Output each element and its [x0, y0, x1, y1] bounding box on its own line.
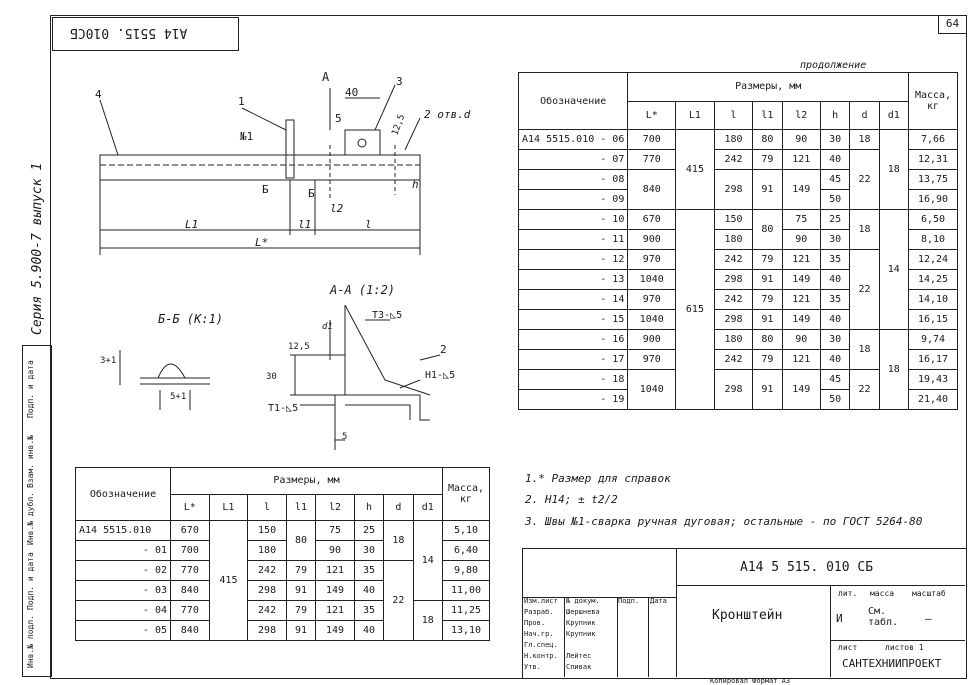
series-text: Серия 5.900-7 выпуск 1	[30, 162, 45, 335]
role-4: Гл.спец.	[524, 641, 558, 649]
table-row: - 12 970 242 79 121 35 22 12,24	[519, 250, 958, 270]
side-stamp-4: Подп. и дата	[26, 552, 35, 610]
table-row: - 07 770 242 79 121 40 22 12,31	[519, 150, 958, 170]
col-date: Дата	[650, 597, 667, 605]
scale-value: —	[925, 612, 932, 625]
leader-label-1: 1	[238, 95, 245, 108]
role-6: Утв.	[524, 663, 541, 671]
title-block-divider-v	[676, 548, 677, 677]
section-bb-dim2: 5+1	[170, 392, 187, 402]
weld-t1: Т1-◺5	[268, 403, 299, 414]
name-6: Спивак	[566, 663, 592, 671]
leader-label-3: 3	[396, 75, 403, 88]
col-L: L*	[628, 101, 676, 130]
name-2: Крупник	[566, 619, 596, 627]
col-l2: l2	[782, 101, 821, 130]
section-bb-title: Б-Б (К:1)	[158, 312, 224, 326]
side-stamp-3: Инв.№ дубл.	[26, 492, 35, 545]
code-stamp-text: А14 5515. 010СБ	[70, 25, 188, 40]
table-row: - 01 700 180 90 30 6,40	[76, 541, 490, 561]
sheets-label: листов 1	[885, 643, 924, 652]
dim-h: h	[412, 178, 419, 191]
title-block-divider-h2	[830, 640, 965, 641]
lit-label: лит.	[838, 589, 858, 598]
table-row: - 17 970 242 79 121 40 16,17	[519, 350, 958, 370]
role-0: Изм.лист	[524, 597, 558, 605]
dim-40: 40	[345, 86, 359, 99]
col-d1: d1	[879, 101, 908, 130]
table-row: А14 5515.010 - 06 700 415 180 80 90 30 18 18 7,66	[519, 130, 958, 150]
name-0: № докум.	[566, 597, 600, 605]
weld-h1: Н1-◺5	[425, 370, 456, 381]
note-2: 2. Н14; ± t2/2	[525, 493, 618, 506]
mass-label: масса	[870, 589, 895, 598]
th-designation: Обозначение	[519, 73, 628, 130]
dim-5-aa: 5	[342, 432, 348, 442]
name-1: Шершнева	[566, 608, 600, 616]
section-mark-B-right: Б	[308, 187, 315, 200]
mass-value: См. табл.	[868, 606, 899, 628]
side-stamp-2: Взам. инв.№	[26, 435, 35, 488]
title-block-divider-v2	[830, 585, 831, 677]
label-2: 2	[440, 343, 447, 356]
scale-label: масштаб	[912, 589, 946, 598]
leader-label-4: 4	[95, 88, 102, 101]
org-name: САНТЕХНИИПРОЕКТ	[842, 657, 942, 670]
sig-col-lines	[564, 597, 618, 677]
th-designation-b: Обозначение	[76, 468, 171, 521]
th-sizes: Размеры, мм	[628, 73, 909, 102]
table-row: - 19 50 21,40	[519, 390, 958, 410]
name-5: Лейтес	[566, 652, 592, 660]
col-h: h	[821, 101, 850, 130]
th-mass: Масса, кг	[909, 73, 958, 130]
table-row: - 10 670 615 150 80 75 25 18 14 6,50	[519, 210, 958, 230]
title-block-divider-h1	[676, 585, 965, 586]
side-stamp-5: Инв.№ подл.	[26, 615, 35, 668]
table-row: - 16 900 180 80 90 30 18 18 9,74	[519, 330, 958, 350]
item-name: Кронштейн	[712, 608, 783, 623]
role-5: Н.контр.	[524, 652, 558, 660]
doc-code: А14 5 515. 010 СБ	[740, 560, 874, 575]
col-l1: l1	[753, 101, 782, 130]
leader-label-n1: №1	[240, 130, 254, 143]
dim-l2: l2	[330, 202, 344, 215]
table-row: - 02 770 242 79 121 35 22 9,80	[76, 561, 490, 581]
bottom-strip: Копировал Формат А3	[710, 677, 791, 685]
dim-d1: d1	[322, 322, 333, 332]
th-sizes-b: Размеры, мм	[171, 468, 443, 495]
dim-30: 30	[266, 372, 277, 382]
continuation-label: продолжение	[800, 60, 867, 71]
lit-value: И	[836, 612, 843, 625]
table-row: - 18 1040 298 91 149 45 22 19,43	[519, 370, 958, 390]
dim-l: l	[365, 218, 372, 231]
table-row: - 08 840 298 91 149 45 13,75	[519, 170, 958, 190]
table-row: - 14 970 242 79 121 35 14,10	[519, 290, 958, 310]
spec-table-top	[518, 72, 958, 410]
dim-125-aa: 12,5	[288, 342, 310, 352]
section-aa-title: А-А (1:2)	[330, 283, 396, 297]
th-mass-b: Масса, кг	[443, 468, 490, 521]
section-bb-dim1: 3+1	[100, 356, 117, 366]
dim-125: 12,5	[390, 113, 408, 137]
holes-label: 2 отв.d	[424, 108, 471, 121]
col-L1: L1	[676, 101, 715, 130]
section-mark-B-left: Б	[262, 183, 269, 196]
col-d: d	[850, 101, 879, 130]
note-3: 3. Швы №1-сварка ручная дуговая; остальные - по ГОСТ 5264-80	[525, 515, 923, 528]
table-row: - 04 770 242 79 121 35 18 11,25	[76, 601, 490, 621]
table-row: - 13 1040 298 91 149 40 14,25	[519, 270, 958, 290]
dim-l1: l1	[298, 218, 312, 231]
table-row: - 15 1040 298 91 149 40 16,15	[519, 310, 958, 330]
note-1: 1.* Размер для справок	[525, 472, 671, 485]
table-row: - 09 50 16,90	[519, 190, 958, 210]
table-row: - 05 840 298 91 149 40 13,10	[76, 621, 490, 641]
dim-A: А	[322, 70, 330, 84]
dim-L1: L1	[185, 218, 199, 231]
weld-t3: Т3-◺5	[372, 310, 403, 321]
sheet-label: лист	[838, 643, 858, 652]
role-1: Разраб.	[524, 608, 554, 616]
role-2: Пров.	[524, 619, 546, 627]
col-sign: Подп.	[618, 597, 640, 605]
role-3: Нач.гр.	[524, 630, 554, 638]
table-row: - 11 900 180 90 30 8,10	[519, 230, 958, 250]
sig-top-line	[522, 597, 676, 598]
side-stamp-1: Подп. и дата	[26, 360, 35, 418]
page-number-box: 64	[938, 15, 966, 34]
dim-L: L*	[255, 236, 269, 249]
table-row: А14 5515.010 670 415 150 80 75 25 18 14 5,10	[76, 521, 490, 541]
sig-col-date	[648, 597, 649, 677]
col-l: l	[714, 101, 753, 130]
dim-5: 5	[335, 112, 342, 125]
spec-table-bottom: Обозначение Размеры, мм Масса, кг L* L1 l l1 l2 h d d1 А14 5515.010 670 415 150 80 75 25 18 14 5,10 - 01 700 180 90 30 6,40 - 02 770 242 79 121 35 22 9,80 - 03 840 298 91 149 40 11,00 - 04 770 242 79 121 35 18 11,25 - 05 840 298 91 149 40 13,10	[75, 467, 490, 641]
name-3: Крупник	[566, 630, 596, 638]
table-row: - 03 840 298 91 149 40 11,00	[76, 581, 490, 601]
